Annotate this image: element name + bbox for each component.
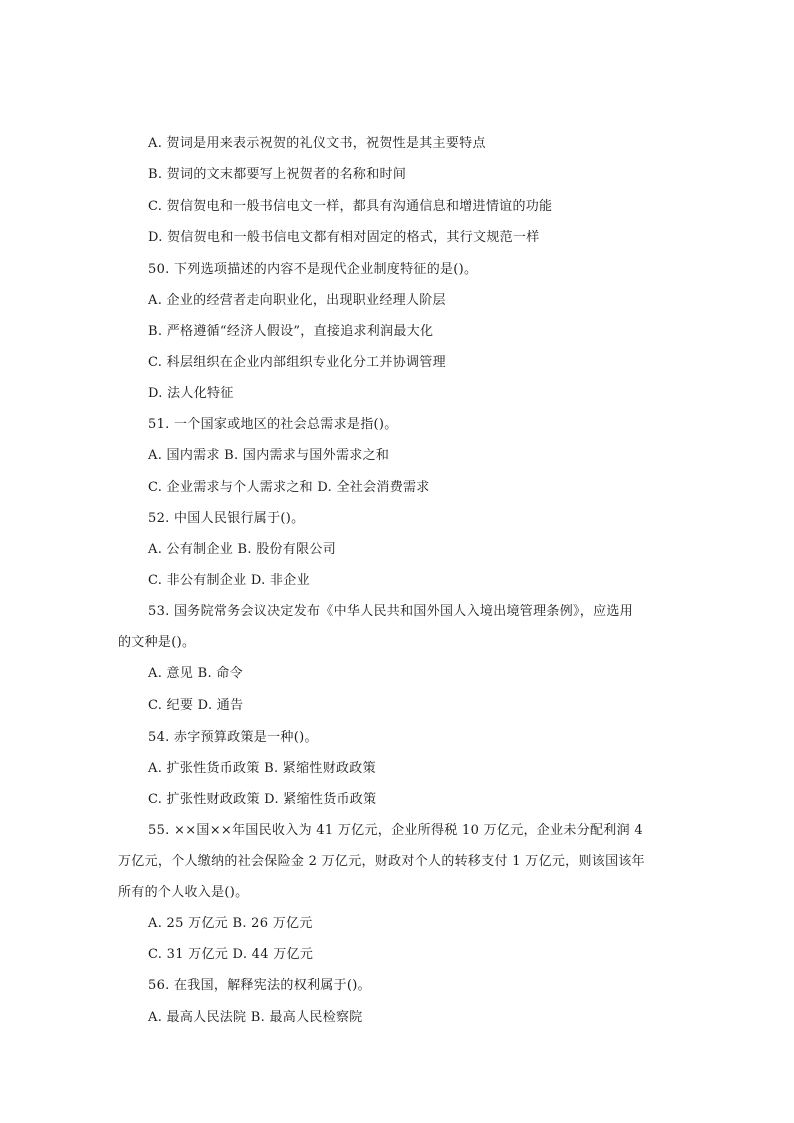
options-cd-q54: C. 扩张性财政政策 D. 紧缩性货币政策: [148, 792, 377, 807]
question-55: 55. ××国××年国民收入为 41 万亿元，企业所得税 10 万亿元，企业未分配利润 4: [148, 823, 643, 838]
question-52: 52. 中国人民银行属于()。: [148, 511, 305, 526]
option-b-q50: B. 严格遵循“经济人假设”，直接追求利润最大化: [148, 324, 434, 339]
option-a-q50: A. 企业的经营者走向职业化，出现职业经理人阶层: [148, 293, 446, 308]
options-ab-q55: A. 25 万亿元 B. 26 万亿元: [148, 916, 313, 931]
question-53: 53. 国务院常务会议决定发布《中华人民共和国外国人入境出境管理条例》，应选用: [148, 604, 634, 619]
options-ab-q52: A. 公有制企业 B. 股份有限公司: [148, 542, 337, 557]
option-c-q50: C. 科层组织在企业内部组织专业化分工并协调管理: [148, 355, 446, 370]
option-d-q50: D. 法人化特征: [148, 386, 234, 401]
options-cd-q55: C. 31 万亿元 D. 44 万亿元: [148, 947, 314, 962]
question-56: 56. 在我国，解释宪法的权利属于()。: [148, 978, 371, 993]
options-cd-q52: C. 非公有制企业 D. 非企业: [148, 573, 310, 588]
question-53-continued: 的文种是()。: [118, 635, 196, 650]
question-55-continued-1: 万亿元，个人缴纳的社会保险金 2 万亿元，财政对个人的转移支付 1 万亿元，则该国该年: [118, 854, 645, 869]
question-51: 51. 一个国家或地区的社会总需求是指()。: [148, 417, 398, 432]
options-cd-q51: C. 企业需求与个人需求之和 D. 全社会消费需求: [148, 480, 430, 495]
question-54: 54. 赤字预算政策是一种()。: [148, 730, 318, 745]
options-ab-q56: A. 最高人民法院 B. 最高人民检察院: [148, 1010, 363, 1025]
option-b-q49: B. 贺词的文末都要写上祝贺者的名称和时间: [148, 167, 407, 182]
options-ab-q51: A. 国内需求 B. 国内需求与国外需求之和: [148, 448, 390, 463]
option-d-q49: D. 贺信贺电和一般书信电文都有相对固定的格式，其行文规范一样: [148, 230, 540, 245]
option-c-q49: C. 贺信贺电和一般书信电文一样，都具有沟通信息和增进情谊的功能: [148, 199, 553, 214]
question-55-continued-2: 所有的个人收入是()。: [118, 885, 249, 900]
option-a-q49: A. 贺词是用来表示祝贺的礼仪文书，祝贺性是其主要特点: [148, 136, 486, 151]
question-50: 50. 下列选项描述的内容不是现代企业制度特征的是()。: [148, 262, 478, 277]
options-cd-q53: C. 纪要 D. 通告: [148, 698, 244, 713]
options-ab-q53: A. 意见 B. 命令: [148, 666, 243, 681]
options-ab-q54: A. 扩张性货币政策 B. 紧缩性财政政策: [148, 761, 376, 776]
